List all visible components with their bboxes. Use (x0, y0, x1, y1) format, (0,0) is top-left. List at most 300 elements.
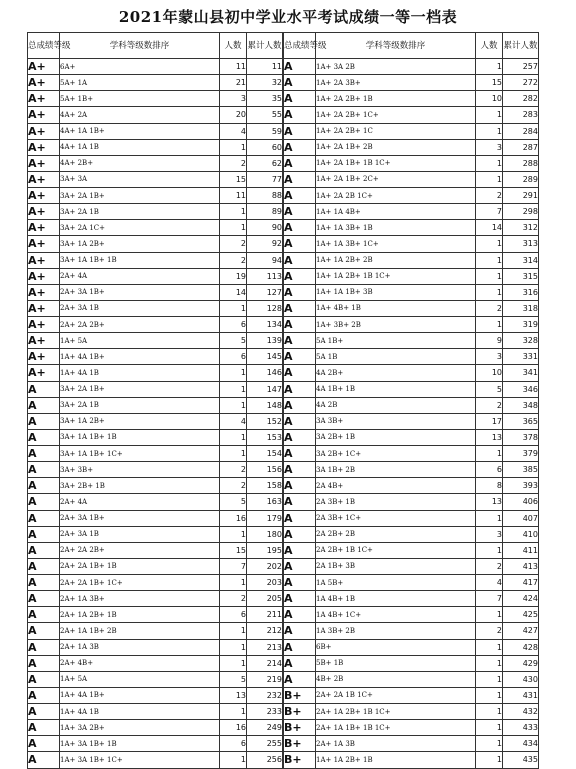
table-row (284, 365, 539, 381)
table-row (28, 365, 283, 381)
cell-num: 1 (476, 542, 503, 558)
cell-cum: 163 (247, 494, 283, 510)
cell-cum: 211 (247, 607, 283, 623)
cell-grade: A (28, 607, 60, 623)
table-header-row (284, 33, 539, 59)
cell-cum: 255 (247, 736, 283, 752)
cell-grade: A+ (28, 59, 60, 75)
cell-seq: 2A+ 4B+ (60, 655, 220, 671)
cell-num: 3 (476, 349, 503, 365)
cell-seq: 2A+ 1A 3B (60, 639, 220, 655)
table-row (284, 91, 539, 107)
cell-seq: 1A+ 3A 2B (316, 59, 476, 75)
header-num: 人数 (220, 33, 247, 59)
cell-cum: 195 (247, 542, 283, 558)
cell-cum: 89 (247, 204, 283, 220)
cell-cum: 433 (503, 720, 539, 736)
cell-cum: 233 (247, 704, 283, 720)
table-row (28, 752, 283, 768)
cell-grade: A (28, 462, 60, 478)
cell-seq: 1A+ 2A 2B+ 1C+ (316, 107, 476, 123)
cell-seq: 2A+ 3A 1B+ (60, 510, 220, 526)
cell-cum: 180 (247, 526, 283, 542)
table-header-row (28, 33, 283, 59)
cell-seq: 1A+ 4A 1B+ (60, 349, 220, 365)
table-row (284, 558, 539, 574)
cell-grade: A (284, 252, 316, 268)
cell-cum: 312 (503, 220, 539, 236)
cell-num: 1 (476, 317, 503, 333)
cell-grade: A (28, 446, 60, 462)
cell-num: 13 (476, 429, 503, 445)
cell-num: 1 (220, 139, 247, 155)
cell-num: 1 (220, 300, 247, 316)
cell-seq: 6A+ (60, 59, 220, 75)
header-seq: 学科等级数排序 (60, 33, 220, 59)
cell-cum: 365 (503, 413, 539, 429)
cell-seq: 2A+ 3A 1B (60, 300, 220, 316)
cell-seq: 4A+ 1A 1B (60, 139, 220, 155)
table-row (284, 429, 539, 445)
cell-grade: A (284, 478, 316, 494)
table-row (28, 300, 283, 316)
cell-grade: A (284, 300, 316, 316)
cell-grade: B+ (284, 720, 316, 736)
cell-seq: 2A+ 1A 1B+ 2B (60, 623, 220, 639)
cell-num: 1 (476, 252, 503, 268)
cell-grade: A (284, 526, 316, 542)
cell-cum: 315 (503, 268, 539, 284)
cell-grade: A (284, 558, 316, 574)
cell-num: 19 (220, 268, 247, 284)
cell-grade: A (28, 558, 60, 574)
cell-grade: A (28, 591, 60, 607)
cell-grade: A (284, 107, 316, 123)
cell-cum: 316 (503, 284, 539, 300)
cell-seq: 1A+ 2A 2B+ 1C (316, 123, 476, 139)
cell-grade: A (284, 397, 316, 413)
page-title: 2021年蒙山县初中学业水平考试成绩一等一档表 (118, 8, 458, 26)
cell-seq: 2A+ 1A 1B+ 1B 1C+ (316, 720, 476, 736)
cell-cum: 406 (503, 494, 539, 510)
cell-num: 1 (220, 381, 247, 397)
table-row (284, 639, 539, 655)
cell-grade: A (284, 91, 316, 107)
cell-num: 1 (476, 639, 503, 655)
table-row (28, 607, 283, 623)
cell-cum: 152 (247, 413, 283, 429)
cell-seq: 2A+ 3A 1B (60, 526, 220, 542)
table-row (284, 123, 539, 139)
table-row (28, 462, 283, 478)
table-row (28, 171, 283, 187)
cell-grade: A (284, 333, 316, 349)
cell-seq: 5A+ 1A (60, 75, 220, 91)
cell-seq: 2A+ 4A (60, 494, 220, 510)
cell-seq: 3A+ 1A 2B+ (60, 413, 220, 429)
table-row (284, 397, 539, 413)
table-row (284, 462, 539, 478)
cell-seq: 1A+ 2A 1B+ 2B (316, 139, 476, 155)
cell-seq: 1A 4B+ 1C+ (316, 607, 476, 623)
cell-seq: 3A+ 3B+ (60, 462, 220, 478)
cell-cum: 203 (247, 575, 283, 591)
cell-seq: 1A+ 4A 1B (60, 704, 220, 720)
table-row (284, 671, 539, 687)
table-row (284, 59, 539, 75)
cell-num: 2 (476, 188, 503, 204)
cell-seq: 2A 2B+ 2B (316, 526, 476, 542)
cell-cum: 298 (503, 204, 539, 220)
table-row (284, 188, 539, 204)
cell-cum: 287 (503, 139, 539, 155)
cell-seq: 4A+ 2A (60, 107, 220, 123)
cell-num: 1 (476, 687, 503, 703)
table-row (284, 494, 539, 510)
cell-grade: A+ (28, 75, 60, 91)
table-row (28, 720, 283, 736)
cell-grade: A (28, 623, 60, 639)
cell-num: 5 (220, 671, 247, 687)
cell-cum: 92 (247, 236, 283, 252)
cell-grade: A (284, 268, 316, 284)
cell-num: 4 (220, 413, 247, 429)
cell-cum: 411 (503, 542, 539, 558)
cell-cum: 146 (247, 365, 283, 381)
cell-seq: 5A 1B+ (316, 333, 476, 349)
cell-cum: 59 (247, 123, 283, 139)
cell-seq: 3A+ 1A 1B+ 1B (60, 252, 220, 268)
cell-cum: 288 (503, 155, 539, 171)
header-grade: 总成绩等级 (28, 33, 60, 59)
cell-grade: A+ (28, 107, 60, 123)
cell-num: 7 (476, 591, 503, 607)
cell-grade: A (28, 671, 60, 687)
cell-grade: A+ (28, 333, 60, 349)
cell-num: 13 (476, 494, 503, 510)
cell-grade: A+ (28, 349, 60, 365)
table-row (28, 123, 283, 139)
table-row (284, 139, 539, 155)
cell-grade: A+ (28, 123, 60, 139)
table-row (28, 139, 283, 155)
cell-num: 11 (220, 59, 247, 75)
cell-num: 5 (476, 381, 503, 397)
cell-num: 8 (476, 478, 503, 494)
table-row (28, 252, 283, 268)
table-row (284, 252, 539, 268)
cell-seq: 2A 3B+ 1B (316, 494, 476, 510)
table-row (28, 155, 283, 171)
header-cum: 累计人数 (503, 33, 539, 59)
table-row (284, 236, 539, 252)
cell-cum: 378 (503, 429, 539, 445)
cell-cum: 430 (503, 671, 539, 687)
cell-seq: 1A 3B+ 2B (316, 623, 476, 639)
cell-grade: A (284, 671, 316, 687)
cell-cum: 32 (247, 75, 283, 91)
cell-cum: 90 (247, 220, 283, 236)
cell-seq: 6B+ (316, 639, 476, 655)
cell-seq: 1A+ 2A 1B+ 2C+ (316, 171, 476, 187)
cell-num: 1 (476, 671, 503, 687)
cell-cum: 128 (247, 300, 283, 316)
table-row (28, 75, 283, 91)
table-row (284, 300, 539, 316)
table-row (284, 317, 539, 333)
cell-grade: A+ (28, 204, 60, 220)
cell-grade: A (28, 542, 60, 558)
cell-cum: 434 (503, 736, 539, 752)
cell-grade: A (284, 462, 316, 478)
table-row (284, 720, 539, 736)
cell-num: 2 (220, 591, 247, 607)
table-row (284, 333, 539, 349)
cell-seq: 1A+ 1A 2B+ 1B (316, 752, 476, 768)
table-row (284, 204, 539, 220)
cell-num: 2 (220, 155, 247, 171)
cell-cum: 213 (247, 639, 283, 655)
cell-grade: A (28, 655, 60, 671)
cell-seq: 1A+ 2A 3B+ (316, 75, 476, 91)
cell-cum: 291 (503, 188, 539, 204)
cell-grade: A (284, 429, 316, 445)
cell-seq: 5A+ 1B+ (60, 91, 220, 107)
table-row (28, 413, 283, 429)
cell-num: 7 (476, 204, 503, 220)
cell-num: 6 (476, 462, 503, 478)
table-row (28, 268, 283, 284)
cell-cum: 331 (503, 349, 539, 365)
table-row (28, 526, 283, 542)
cell-num: 1 (476, 446, 503, 462)
table-row (28, 704, 283, 720)
cell-cum: 205 (247, 591, 283, 607)
cell-seq: 3A+ 3A (60, 171, 220, 187)
cell-grade: A (284, 607, 316, 623)
cell-cum: 413 (503, 558, 539, 574)
cell-num: 1 (476, 736, 503, 752)
cell-cum: 272 (503, 75, 539, 91)
cell-seq: 3A 2B+ 1B (316, 429, 476, 445)
cell-num: 14 (476, 220, 503, 236)
cell-grade: A (284, 639, 316, 655)
cell-num: 1 (476, 720, 503, 736)
cell-cum: 341 (503, 365, 539, 381)
cell-cum: 425 (503, 607, 539, 623)
cell-cum: 145 (247, 349, 283, 365)
table-row (284, 381, 539, 397)
cell-seq: 2A+ 2A 1B 1C+ (316, 687, 476, 703)
cell-grade: A (28, 510, 60, 526)
cell-cum: 282 (503, 91, 539, 107)
cell-grade: A (28, 381, 60, 397)
cell-grade: B+ (284, 704, 316, 720)
table-row (284, 478, 539, 494)
cell-num: 2 (220, 252, 247, 268)
cell-cum: 147 (247, 381, 283, 397)
cell-num: 1 (220, 704, 247, 720)
cell-cum: 435 (503, 752, 539, 768)
cell-num: 6 (220, 736, 247, 752)
cell-num: 20 (220, 107, 247, 123)
cell-seq: 3A+ 2A 1B+ (60, 381, 220, 397)
cell-num: 2 (476, 397, 503, 413)
cell-num: 1 (476, 284, 503, 300)
cell-num: 2 (476, 623, 503, 639)
cell-cum: 249 (247, 720, 283, 736)
cell-cum: 219 (247, 671, 283, 687)
cell-num: 14 (220, 284, 247, 300)
cell-cum: 385 (503, 462, 539, 478)
table-row (284, 687, 539, 703)
cell-num: 1 (220, 526, 247, 542)
cell-seq: 2A+ 2A 1B+ 1B (60, 558, 220, 574)
table-row (28, 220, 283, 236)
table-row (28, 494, 283, 510)
table-row (28, 349, 283, 365)
cell-grade: A+ (28, 317, 60, 333)
cell-grade: A (284, 413, 316, 429)
cell-num: 1 (476, 655, 503, 671)
cell-seq: 1A+ 4A 1B (60, 365, 220, 381)
cell-cum: 55 (247, 107, 283, 123)
table-row (28, 284, 283, 300)
cell-cum: 35 (247, 91, 283, 107)
cell-cum: 154 (247, 446, 283, 462)
cell-num: 9 (476, 333, 503, 349)
cell-seq: 3A+ 2A 1B+ (60, 188, 220, 204)
cell-grade: A (28, 687, 60, 703)
table-row (28, 429, 283, 445)
cell-seq: 1A+ 2A 2B 1C+ (316, 188, 476, 204)
cell-cum: 393 (503, 478, 539, 494)
cell-grade: B+ (284, 752, 316, 768)
table-row (284, 542, 539, 558)
cell-seq: 2A+ 3A 1B+ (60, 284, 220, 300)
table-row (284, 75, 539, 91)
cell-cum: 379 (503, 446, 539, 462)
cell-cum: 11 (247, 59, 283, 75)
cell-grade: A+ (28, 268, 60, 284)
cell-num: 15 (220, 542, 247, 558)
cell-seq: 1A+ 1A 2B+ 2B (316, 252, 476, 268)
cell-cum: 62 (247, 155, 283, 171)
cell-seq: 1A 5B+ (316, 575, 476, 591)
cell-num: 16 (220, 720, 247, 736)
cell-cum: 153 (247, 429, 283, 445)
cell-num: 3 (220, 91, 247, 107)
cell-num: 1 (220, 446, 247, 462)
cell-seq: 2A+ 2A 2B+ (60, 317, 220, 333)
cell-seq: 1A+ 2A 2B+ 1B (316, 91, 476, 107)
cell-seq: 1A+ 3B+ 2B (316, 317, 476, 333)
cell-cum: 257 (503, 59, 539, 75)
cell-cum: 148 (247, 397, 283, 413)
cell-cum: 417 (503, 575, 539, 591)
cell-num: 6 (220, 607, 247, 623)
cell-cum: 428 (503, 639, 539, 655)
cell-grade: A (28, 720, 60, 736)
table-row (284, 446, 539, 462)
cell-cum: 212 (247, 623, 283, 639)
cell-grade: A (284, 623, 316, 639)
cell-grade: A+ (28, 252, 60, 268)
cell-seq: 5B+ 1B (316, 655, 476, 671)
cell-seq: 2A+ 4A (60, 268, 220, 284)
cell-grade: A+ (28, 91, 60, 107)
cell-seq: 3A+ 2A 1B (60, 204, 220, 220)
cell-num: 2 (220, 462, 247, 478)
table-row (284, 220, 539, 236)
table-row (28, 59, 283, 75)
cell-grade: A+ (28, 300, 60, 316)
cell-grade: A (284, 236, 316, 252)
cell-grade: B+ (284, 687, 316, 703)
cell-cum: 256 (247, 752, 283, 768)
cell-num: 1 (476, 607, 503, 623)
table-row (284, 413, 539, 429)
cell-grade: A (284, 59, 316, 75)
cell-num: 6 (220, 317, 247, 333)
cell-num: 1 (220, 752, 247, 768)
header-seq: 学科等级数排序 (316, 33, 476, 59)
cell-cum: 158 (247, 478, 283, 494)
cell-seq: 1A+ 1A 3B+ 1C+ (316, 236, 476, 252)
table-row (28, 446, 283, 462)
table-row (28, 510, 283, 526)
cell-num: 7 (220, 558, 247, 574)
cell-grade: A+ (28, 171, 60, 187)
cell-num: 5 (220, 333, 247, 349)
cell-num: 1 (220, 655, 247, 671)
cell-num: 16 (220, 510, 247, 526)
cell-seq: 3A+ 1A 1B+ 1C+ (60, 446, 220, 462)
cell-grade: A (28, 639, 60, 655)
cell-grade: A (284, 365, 316, 381)
cell-num: 1 (476, 171, 503, 187)
cell-seq: 1A+ 1A 4B+ (316, 204, 476, 220)
table-body-left (28, 59, 283, 769)
cell-grade: A (284, 155, 316, 171)
cell-seq: 4A+ 2B+ (60, 155, 220, 171)
header-cum: 累计人数 (247, 33, 283, 59)
table-row (284, 526, 539, 542)
cell-cum: 432 (503, 704, 539, 720)
cell-seq: 2A+ 1A 2B+ 1B (60, 607, 220, 623)
cell-seq: 1A+ 3A 1B+ 1B (60, 736, 220, 752)
cell-num: 1 (476, 155, 503, 171)
cell-num: 2 (220, 236, 247, 252)
cell-seq: 2A 3B+ 1C+ (316, 510, 476, 526)
table-row (28, 333, 283, 349)
table-row (28, 381, 283, 397)
cell-seq: 3A+ 2A 1C+ (60, 220, 220, 236)
grade-table-right (283, 32, 539, 769)
cell-cum: 60 (247, 139, 283, 155)
cell-seq: 1A+ 4B+ 1B (316, 300, 476, 316)
table-row (284, 284, 539, 300)
table-row (284, 268, 539, 284)
table-row (284, 736, 539, 752)
cell-seq: 4A 2B+ (316, 365, 476, 381)
cell-cum: 284 (503, 123, 539, 139)
cell-grade: A (284, 510, 316, 526)
cell-num: 1 (220, 220, 247, 236)
cell-grade: A (28, 752, 60, 768)
cell-seq: 2A+ 2A 1B+ 1C+ (60, 575, 220, 591)
cell-seq: 1A+ 5A (60, 333, 220, 349)
